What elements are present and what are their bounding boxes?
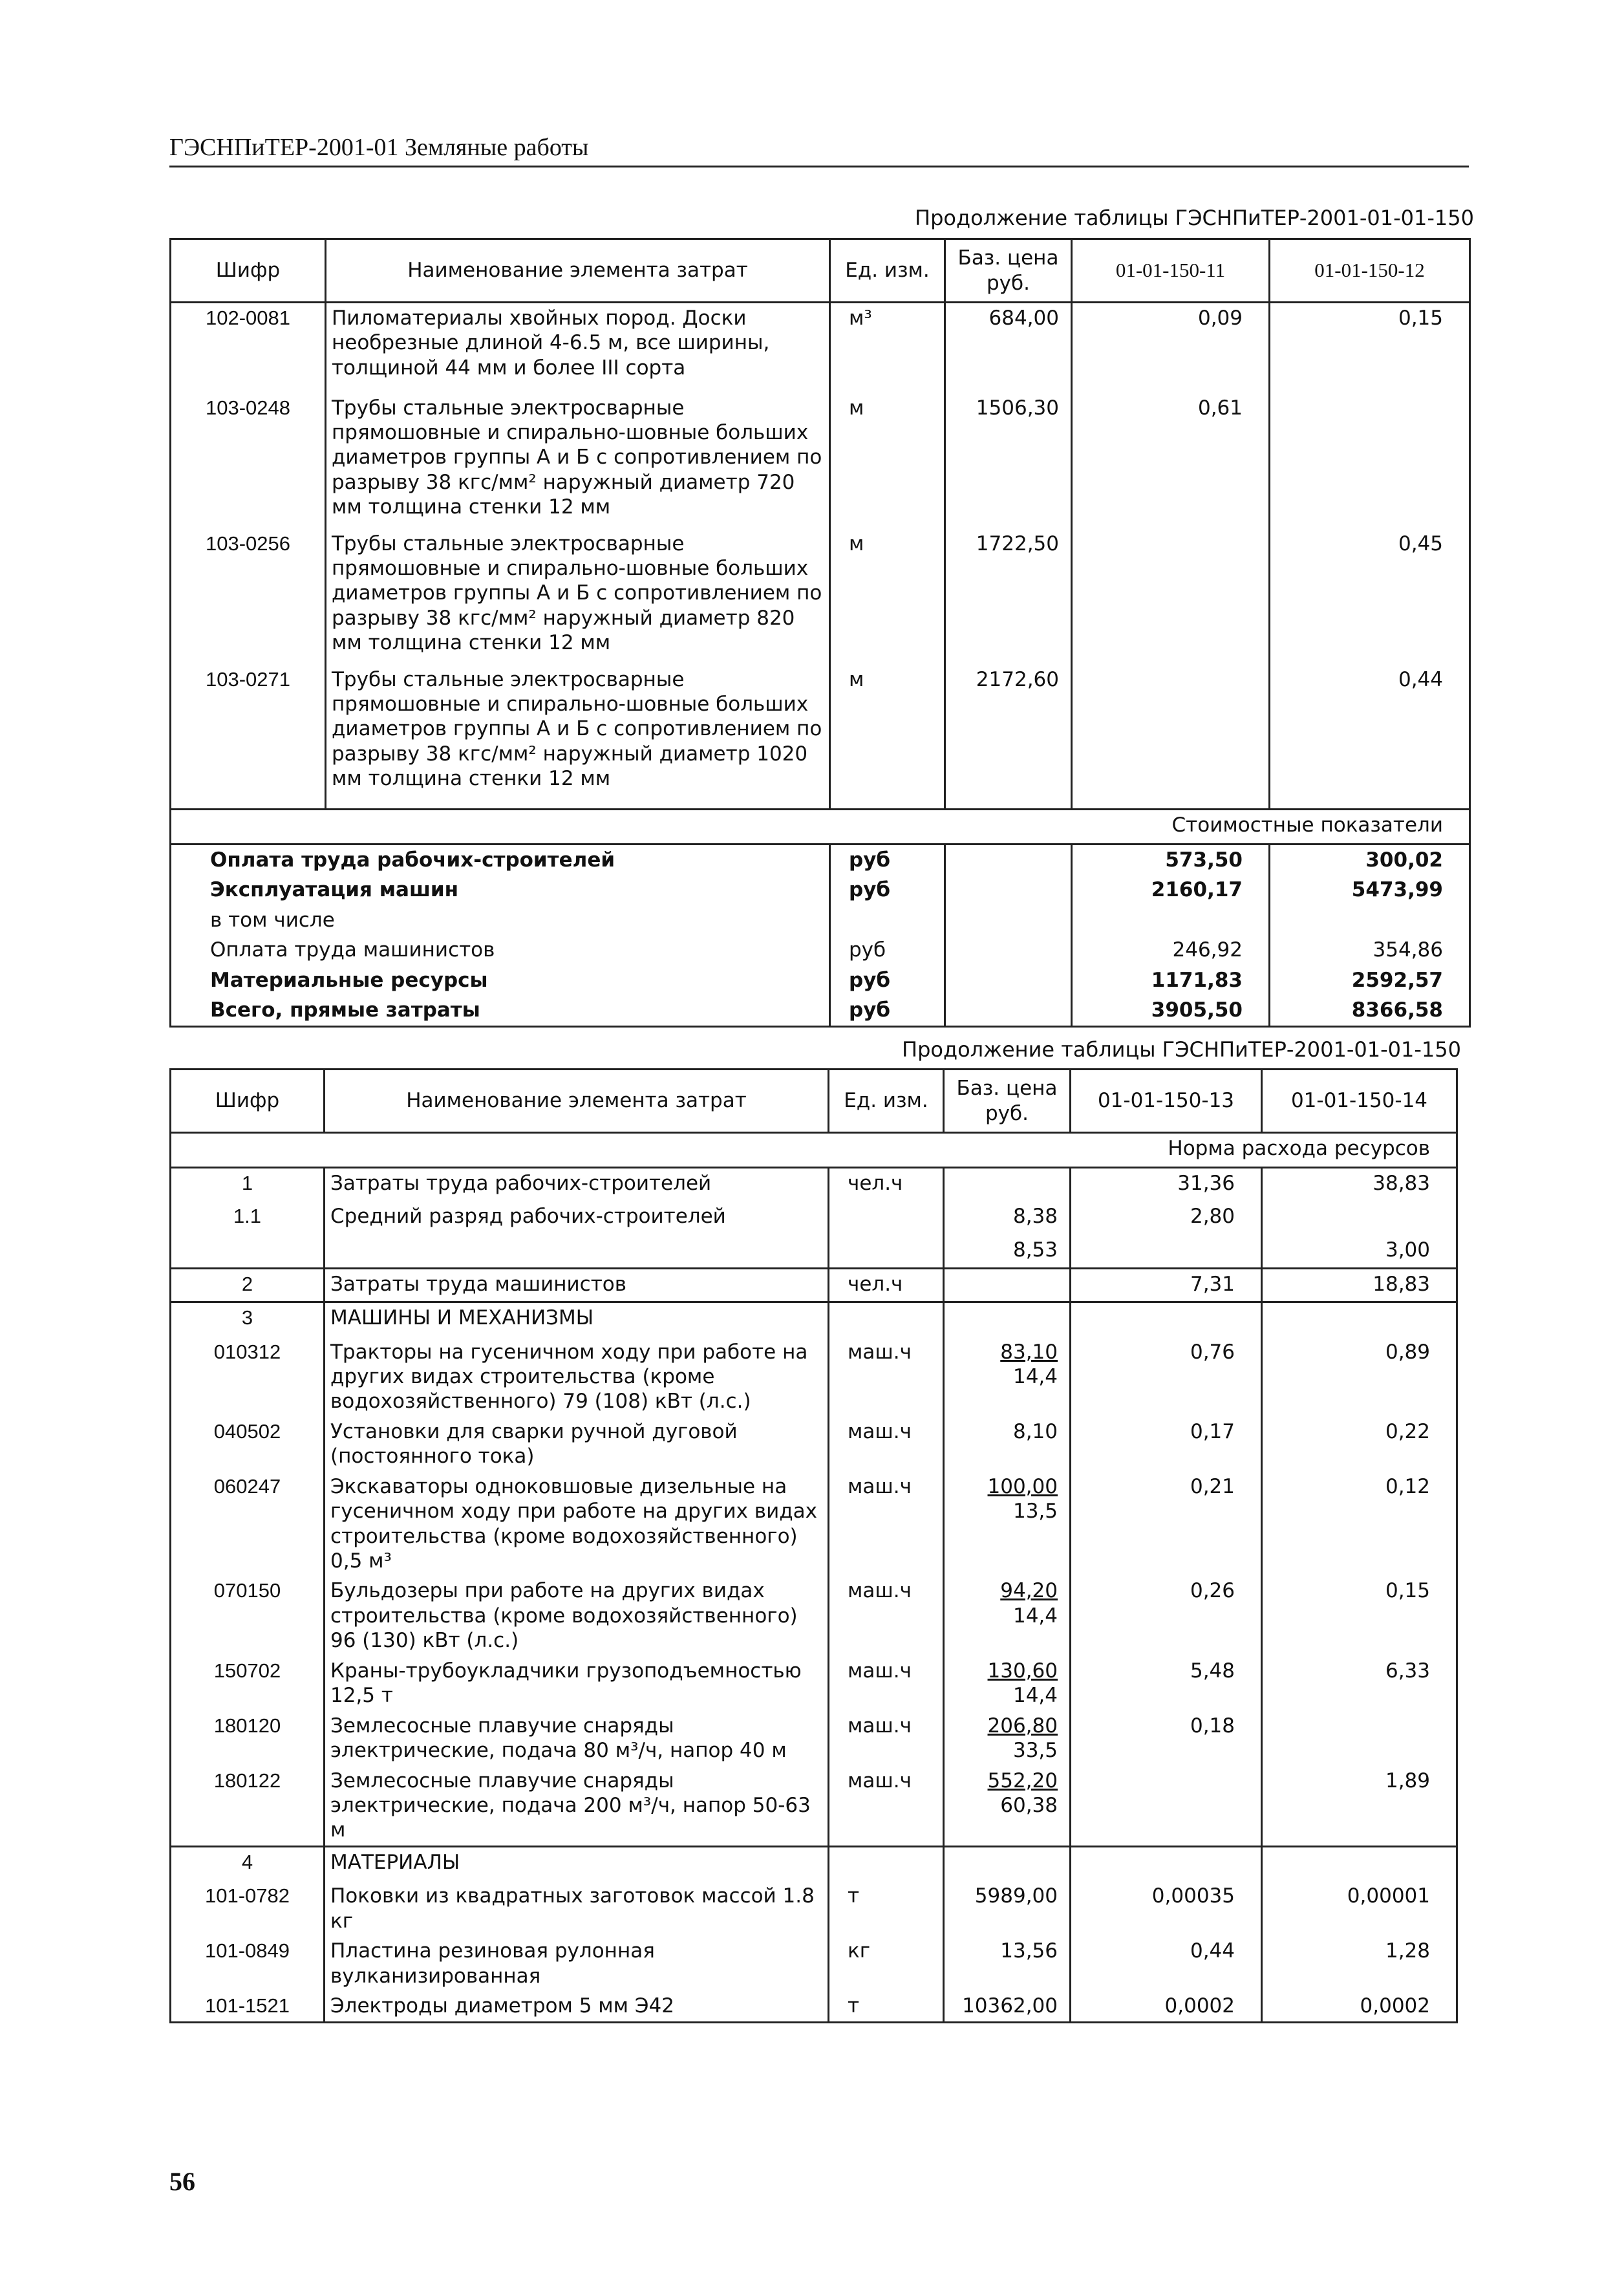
machine-code: 060247	[171, 1472, 325, 1577]
table-row	[171, 529, 1470, 665]
material-name: Электроды диаметром 5 мм Э42	[325, 1991, 829, 2022]
labor-row	[171, 1168, 1457, 1201]
resource-unit: м	[830, 665, 945, 801]
machine-code: 180122	[171, 1766, 325, 1847]
cost-col2: 2592,57	[1270, 965, 1470, 995]
header-col2: 01-01-150-12	[1270, 239, 1470, 303]
cost-col1: 573,50	[1072, 845, 1270, 876]
table-row	[171, 665, 1470, 801]
cost-empty	[945, 875, 1072, 905]
cost-row	[171, 845, 1470, 876]
machine-base-price: 100,00	[987, 1474, 1058, 1498]
row-name	[325, 1235, 829, 1269]
header-name: Наименование элемента затрат	[326, 239, 830, 303]
section-empty	[944, 1302, 1071, 1337]
header-code: Шифр	[171, 1070, 325, 1133]
cost-col2: 5473,99	[1270, 875, 1470, 905]
header-price: Баз. цена руб.	[945, 239, 1072, 303]
row-price	[944, 1269, 1071, 1302]
resource-code: 103-0248	[171, 393, 326, 529]
cost-unit: руб	[830, 995, 945, 1026]
machine-price	[944, 1766, 1071, 1847]
cost-unit	[830, 905, 945, 935]
base-price: 1506,30	[945, 393, 1072, 529]
cost-unit: руб	[830, 845, 945, 876]
cost-col2: 8366,58	[1270, 995, 1470, 1026]
machine-code: 180120	[171, 1711, 325, 1766]
resource-code: 103-0256	[171, 529, 326, 665]
row-price: 8,38	[944, 1201, 1071, 1235]
row-unit: чел.ч	[829, 1269, 944, 1302]
cost-row	[171, 935, 1470, 965]
machine-price	[944, 1656, 1071, 1711]
value-col2: 0,44	[1270, 665, 1470, 801]
table-row	[171, 303, 1470, 393]
cost-row	[171, 995, 1470, 1026]
page-number: 56	[169, 2167, 195, 2196]
machine-name: Тракторы на гусеничном ходу при работе на других видах строительства (кроме водохозяйственного) 79 (108) кВт (л.с.)	[325, 1337, 829, 1417]
machine-row	[171, 1472, 1457, 1577]
material-name: Пластина резиновая рулонная вулканизированная	[325, 1936, 829, 1991]
section-code: 3	[171, 1302, 325, 1337]
machine-col2	[1262, 1711, 1457, 1766]
header-unit: Ед. изм.	[830, 239, 945, 303]
row-code: 1	[171, 1168, 325, 1201]
row-code: 2	[171, 1269, 325, 1302]
cost-col1: 2160,17	[1072, 875, 1270, 905]
cost-col1	[1072, 905, 1270, 935]
cost-col2: 354,86	[1270, 935, 1470, 965]
machine-operator-wage: 14,4	[1012, 1604, 1058, 1628]
cost-empty	[945, 995, 1072, 1026]
cost-empty	[945, 905, 1072, 935]
section-empty	[1071, 1846, 1262, 1881]
cost-label: Оплата труда машинистов	[171, 935, 830, 965]
row-col2	[1262, 1201, 1457, 1235]
labor-row	[171, 1201, 1457, 1235]
cost-row	[171, 875, 1470, 905]
cost-unit: руб	[830, 935, 945, 965]
cost-label: Оплата труда рабочих-строителей	[171, 845, 830, 876]
material-price: 5989,00	[944, 1881, 1071, 1936]
machine-row	[171, 1766, 1457, 1847]
table1	[169, 238, 1471, 1028]
row-col1: 7,31	[1071, 1269, 1262, 1302]
machine-row	[171, 1576, 1457, 1655]
table2-caption: Продолжение таблицы ГЭСНПиТЕР-2001-01-01-150	[902, 1037, 1461, 1062]
machine-unit: маш.ч	[829, 1711, 944, 1766]
machine-unit: маш.ч	[829, 1417, 944, 1472]
material-col2: 1,28	[1262, 1936, 1457, 1991]
material-col1: 0,00035	[1071, 1881, 1262, 1936]
value-col1	[1072, 665, 1270, 801]
machine-col1: 5,48	[1071, 1656, 1262, 1711]
material-row	[171, 1936, 1457, 1991]
labor-row	[171, 1235, 1457, 1269]
machine-operator-wage: 14,4	[1012, 1364, 1058, 1388]
machine-base-price: 552,20	[987, 1769, 1058, 1792]
material-price: 10362,00	[944, 1991, 1071, 2022]
cost-unit: руб	[830, 965, 945, 995]
machine-col2: 0,15	[1262, 1576, 1457, 1655]
machine-code: 010312	[171, 1337, 325, 1417]
machine-name: Бульдозеры при работе на других видах строительства (кроме водохозяйственного) 96 (130) кВт (л.с.)	[325, 1576, 829, 1655]
machine-col1: 0,18	[1071, 1711, 1262, 1766]
cost-col1: 1171,83	[1072, 965, 1270, 995]
row-price: 8,53	[944, 1235, 1071, 1269]
cost-label: Эксплуатация машин	[171, 875, 830, 905]
material-code: 101-0849	[171, 1936, 325, 1991]
machine-col2: 0,89	[1262, 1337, 1457, 1417]
machine-price	[944, 1417, 1071, 1472]
value-col2: 0,45	[1270, 529, 1470, 665]
section-title: МАТЕРИАЛЫ	[325, 1846, 829, 1881]
machine-base-price: 94,20	[1000, 1579, 1058, 1603]
row-col2: 3,00	[1262, 1235, 1457, 1269]
header-unit: Ед. изм.	[829, 1070, 944, 1133]
spacer-cell	[1072, 801, 1270, 810]
value-col2	[1270, 393, 1470, 529]
cost-row	[171, 965, 1470, 995]
cost-col2	[1270, 905, 1470, 935]
resource-unit: м³	[830, 303, 945, 393]
machine-price	[944, 1576, 1071, 1655]
material-row	[171, 1881, 1457, 1936]
machine-name: Краны-трубоукладчики грузоподъемностью 12,5 т	[325, 1656, 829, 1711]
resource-name: Трубы стальные электросварные прямошовные и спирально-шовные больших диаметров группы А и Б с сопротивлением по разрыву 38 кгс/мм² наружный диаметр 820 мм толщина стенки 12 мм	[326, 529, 830, 665]
machine-code: 070150	[171, 1576, 325, 1655]
page-header	[169, 129, 1469, 167]
base-price: 684,00	[945, 303, 1072, 393]
machine-operator-wage: 13,5	[1012, 1500, 1058, 1523]
machine-row	[171, 1656, 1457, 1711]
table-row	[171, 393, 1470, 529]
machine-unit: маш.ч	[829, 1337, 944, 1417]
machine-base-price: 130,60	[987, 1659, 1058, 1683]
resource-name: Пиломатериалы хвойных пород. Доски необрезные длиной 4-6.5 м, все ширины, толщиной 44 мм и более III сорта	[326, 303, 830, 393]
section-code: 4	[171, 1846, 325, 1881]
machine-code: 150702	[171, 1656, 325, 1711]
cost-empty	[945, 845, 1072, 876]
resource-unit: м	[830, 393, 945, 529]
material-code: 101-1521	[171, 1991, 325, 2022]
material-unit: кг	[829, 1936, 944, 1991]
row-name: Средний разряд рабочих-строителей	[325, 1201, 829, 1235]
material-col2: 0,00001	[1262, 1881, 1457, 1936]
machine-base-price: 83,10	[1000, 1340, 1058, 1364]
cost-empty	[945, 965, 1072, 995]
header-name: Наименование элемента затрат	[325, 1070, 829, 1133]
machine-name: Установки для сварки ручной дуговой (постоянного тока)	[325, 1417, 829, 1472]
cost-row	[171, 905, 1470, 935]
spacer-cell	[830, 801, 945, 810]
resource-code: 102-0081	[171, 303, 326, 393]
machine-unit: маш.ч	[829, 1576, 944, 1655]
value-col1: 0,61	[1072, 393, 1270, 529]
table1-caption: Продолжение таблицы ГЭСНПиТЕР-2001-01-01-150	[915, 206, 1474, 230]
machine-col2: 0,22	[1262, 1417, 1457, 1472]
material-unit: т	[829, 1991, 944, 2022]
section-empty	[1262, 1846, 1457, 1881]
row-name: Затраты труда машинистов	[325, 1269, 829, 1302]
row-col1	[1071, 1235, 1262, 1269]
section-empty	[1262, 1302, 1457, 1337]
cost-label: Всего, прямые затраты	[171, 995, 830, 1026]
resource-name: Трубы стальные электросварные прямошовные и спирально-шовные больших диаметров группы А и Б с сопротивлением по разрыву 38 кгс/мм² наружный диаметр 1020 мм толщина стенки 12 мм	[326, 665, 830, 801]
row-col1: 2,80	[1071, 1201, 1262, 1235]
machine-row	[171, 1337, 1457, 1417]
machine-base-price: 206,80	[987, 1714, 1058, 1738]
material-name: Поковки из квадратных заготовок массой 1.8 кг	[325, 1881, 829, 1936]
header-col2: 01-01-150-14	[1262, 1070, 1457, 1133]
machine-row	[171, 1417, 1457, 1472]
header-col1: 01-01-150-11	[1072, 239, 1270, 303]
header-code: Шифр	[171, 239, 326, 303]
row-col2: 38,83	[1262, 1168, 1457, 1201]
resource-unit: м	[830, 529, 945, 665]
cost-col1: 3905,50	[1072, 995, 1270, 1026]
material-col2: 0,0002	[1262, 1991, 1457, 2022]
document-title: ГЭСНПиТЕР-2001-01 Земляные работы	[169, 134, 589, 161]
section-empty	[829, 1302, 944, 1337]
row-code	[171, 1235, 325, 1269]
machine-price	[944, 1337, 1071, 1417]
row-col2: 18,83	[1262, 1269, 1457, 1302]
machine-col1: 0,76	[1071, 1337, 1262, 1417]
cost-col1: 246,92	[1072, 935, 1270, 965]
spacer-cell	[171, 801, 326, 810]
machine-operator-wage: 60,38	[1000, 1793, 1058, 1817]
material-row	[171, 1991, 1457, 2022]
material-col1: 0,44	[1071, 1936, 1262, 1991]
machine-unit: маш.ч	[829, 1766, 944, 1847]
row-unit: чел.ч	[829, 1168, 944, 1201]
spacer-cell	[326, 801, 830, 810]
machine-base-price: 8,10	[1012, 1419, 1058, 1443]
material-price: 13,56	[944, 1936, 1071, 1991]
row-name: Затраты труда рабочих-строителей	[325, 1168, 829, 1201]
machine-unit: маш.ч	[829, 1472, 944, 1577]
machine-price	[944, 1472, 1071, 1577]
machine-name: Землесосные плавучие снаряды электрические, подача 80 м³/ч, напор 40 м	[325, 1711, 829, 1766]
cost-col2: 300,02	[1270, 845, 1470, 876]
material-code: 101-0782	[171, 1881, 325, 1936]
section-empty	[829, 1846, 944, 1881]
header-price: Баз. цена руб.	[944, 1070, 1071, 1133]
spacer-cell	[945, 801, 1072, 810]
machine-col1	[1071, 1766, 1262, 1847]
value-col2: 0,15	[1270, 303, 1470, 393]
row-code: 1.1	[171, 1201, 325, 1235]
machine-name: Землесосные плавучие снаряды электрические, подача 200 м³/ч, напор 50-63 м	[325, 1766, 829, 1847]
section-title: МАШИНЫ И МЕХАНИЗМЫ	[325, 1302, 829, 1337]
cost-label: Материальные ресурсы	[171, 965, 830, 995]
machine-operator-wage: 33,5	[1012, 1739, 1058, 1763]
section-empty	[1071, 1302, 1262, 1337]
norm-section-title: Норма расхода ресурсов	[171, 1133, 1457, 1168]
cost-section-title: Стоимостные показатели	[171, 810, 1470, 845]
table2	[169, 1068, 1458, 2023]
machine-operator-wage: 14,4	[1012, 1684, 1058, 1708]
material-unit: т	[829, 1881, 944, 1936]
header-col1: 01-01-150-13	[1071, 1070, 1262, 1133]
machine-col1: 0,17	[1071, 1417, 1262, 1472]
base-price: 2172,60	[945, 665, 1072, 801]
machine-col2: 1,89	[1262, 1766, 1457, 1847]
resource-name: Трубы стальные электросварные прямошовные и спирально-шовные больших диаметров группы А и Б с сопротивлением по разрыву 38 кгс/мм² наружный диаметр 720 мм толщина стенки 12 мм	[326, 393, 830, 529]
cost-unit: руб	[830, 875, 945, 905]
row-col1: 31,36	[1071, 1168, 1262, 1201]
machine-row	[171, 1711, 1457, 1766]
machine-col1: 0,21	[1071, 1472, 1262, 1577]
machine-unit: маш.ч	[829, 1656, 944, 1711]
machine-col1: 0,26	[1071, 1576, 1262, 1655]
materials-section-row	[171, 1846, 1457, 1881]
cost-label: в том числе	[171, 905, 830, 935]
cost-empty	[945, 935, 1072, 965]
machine-price	[944, 1711, 1071, 1766]
value-col1	[1072, 529, 1270, 665]
value-col1: 0,09	[1072, 303, 1270, 393]
spacer-cell	[1270, 801, 1470, 810]
resource-code: 103-0271	[171, 665, 326, 801]
row-unit	[829, 1201, 944, 1235]
machine-code: 040502	[171, 1417, 325, 1472]
labor-row	[171, 1269, 1457, 1302]
row-price	[944, 1168, 1071, 1201]
material-col1: 0,0002	[1071, 1991, 1262, 2022]
machine-name: Экскаваторы одноковшовые дизельные на гусеничном ходу при работе на других видах строительства (кроме водохозяйственного) 0,5 м³	[325, 1472, 829, 1577]
machine-col2: 6,33	[1262, 1656, 1457, 1711]
machines-section-row	[171, 1302, 1457, 1337]
base-price: 1722,50	[945, 529, 1072, 665]
row-unit	[829, 1235, 944, 1269]
section-empty	[944, 1846, 1071, 1881]
machine-col2: 0,12	[1262, 1472, 1457, 1577]
